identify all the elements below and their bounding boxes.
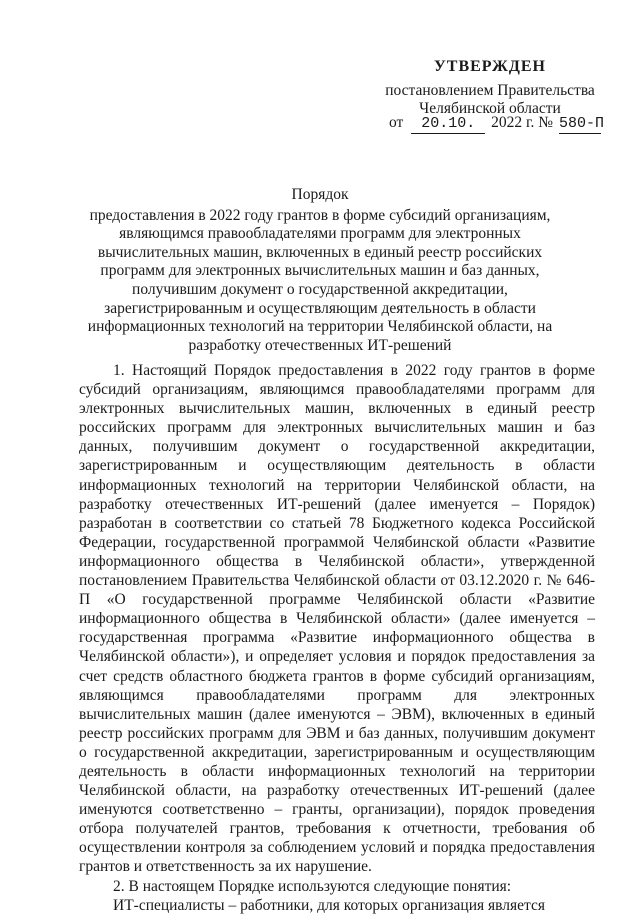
document-body: [79, 361, 595, 915]
title-text: предоставления в 2022 году грантов в форме субсидий организациям, являющимся правообладателями программ для электронных вычислительных машин, включенных в единый реестр российских программ для электронных вычислительных машин и баз данных, получившим документ о государственной аккредитации, зарегистрированным и осуществляющим деятельность в области информационных технологий на территории Челябинской области, на разработку отечественных ИТ-решений: [87, 206, 553, 354]
approval-line-1: постановлением Правительства: [385, 82, 595, 99]
decree-year-label: 2022 г. №: [491, 114, 554, 131]
decree-date: 20.10.: [411, 115, 485, 134]
approval-block: [380, 58, 600, 118]
decree-number: 580-П: [558, 115, 604, 132]
decree-from-label: от: [389, 114, 404, 131]
approval-heading: УТВЕРЖДЕН: [434, 58, 546, 75]
paragraph-1: 1. Настоящий Порядок предоставления в 2022 году грантов в форме субсидий организациям, являющимся правообладателями программ для электронных вычислительных машин, включенных в единый реестр российских программ для электронных вычислительных машин и баз данных, получившим документ о государственной аккредитации, зарегистрированным и осуществляющим деятельность в области информационных технологий на территории Челябинской области, на разработку отечественных ИТ-решений (далее именуется – Порядок) разработан в соответствии со статьей 78 Бюджетного кодекса Российской Федерации, государственной программой Челябинской области «Развитие информационного общества в Челябинской области», утвержденной постановлением Правительства Челябинской области от 03.12.2020 г. № 646-П «О государственной программе Челябинской области «Развитие информационного общества в Челябинской области» (далее именуется – государственная программа «Развитие информационного общества в Челябинской области»), и определяет условия и порядок предоставления за счет средств областного бюджета грантов в форме субсидий организациям, являющимся правообладателями программ для электронных вычислительных машин (далее именуются – ЭВМ), включенных в единый реестр российских программ для ЭВМ и баз данных, получившим документ о государственной аккредитации, зарегистрированным и осуществляющим деятельность в области информационных технологий на территории Челябинской области, на разработку отечественных ИТ-решений (далее именуются соответственно – гранты, организации), порядок проведения отбора получателей грантов, требования к отчетности, требования об осуществлении контроля за соблюдением условий и порядка предоставления грантов и ответственность за их нарушение.: [79, 362, 595, 876]
paragraph-2: 2. В настоящем Порядке используются следующие понятия:: [113, 877, 512, 895]
paragraph-3: ИТ-специалисты – работники, для которых организация является: [113, 896, 545, 914]
document-title: [70, 186, 570, 355]
title-heading: Порядок: [291, 186, 349, 203]
approval-line-2: Челябинской области: [419, 100, 561, 117]
decree-reference: [389, 114, 604, 134]
